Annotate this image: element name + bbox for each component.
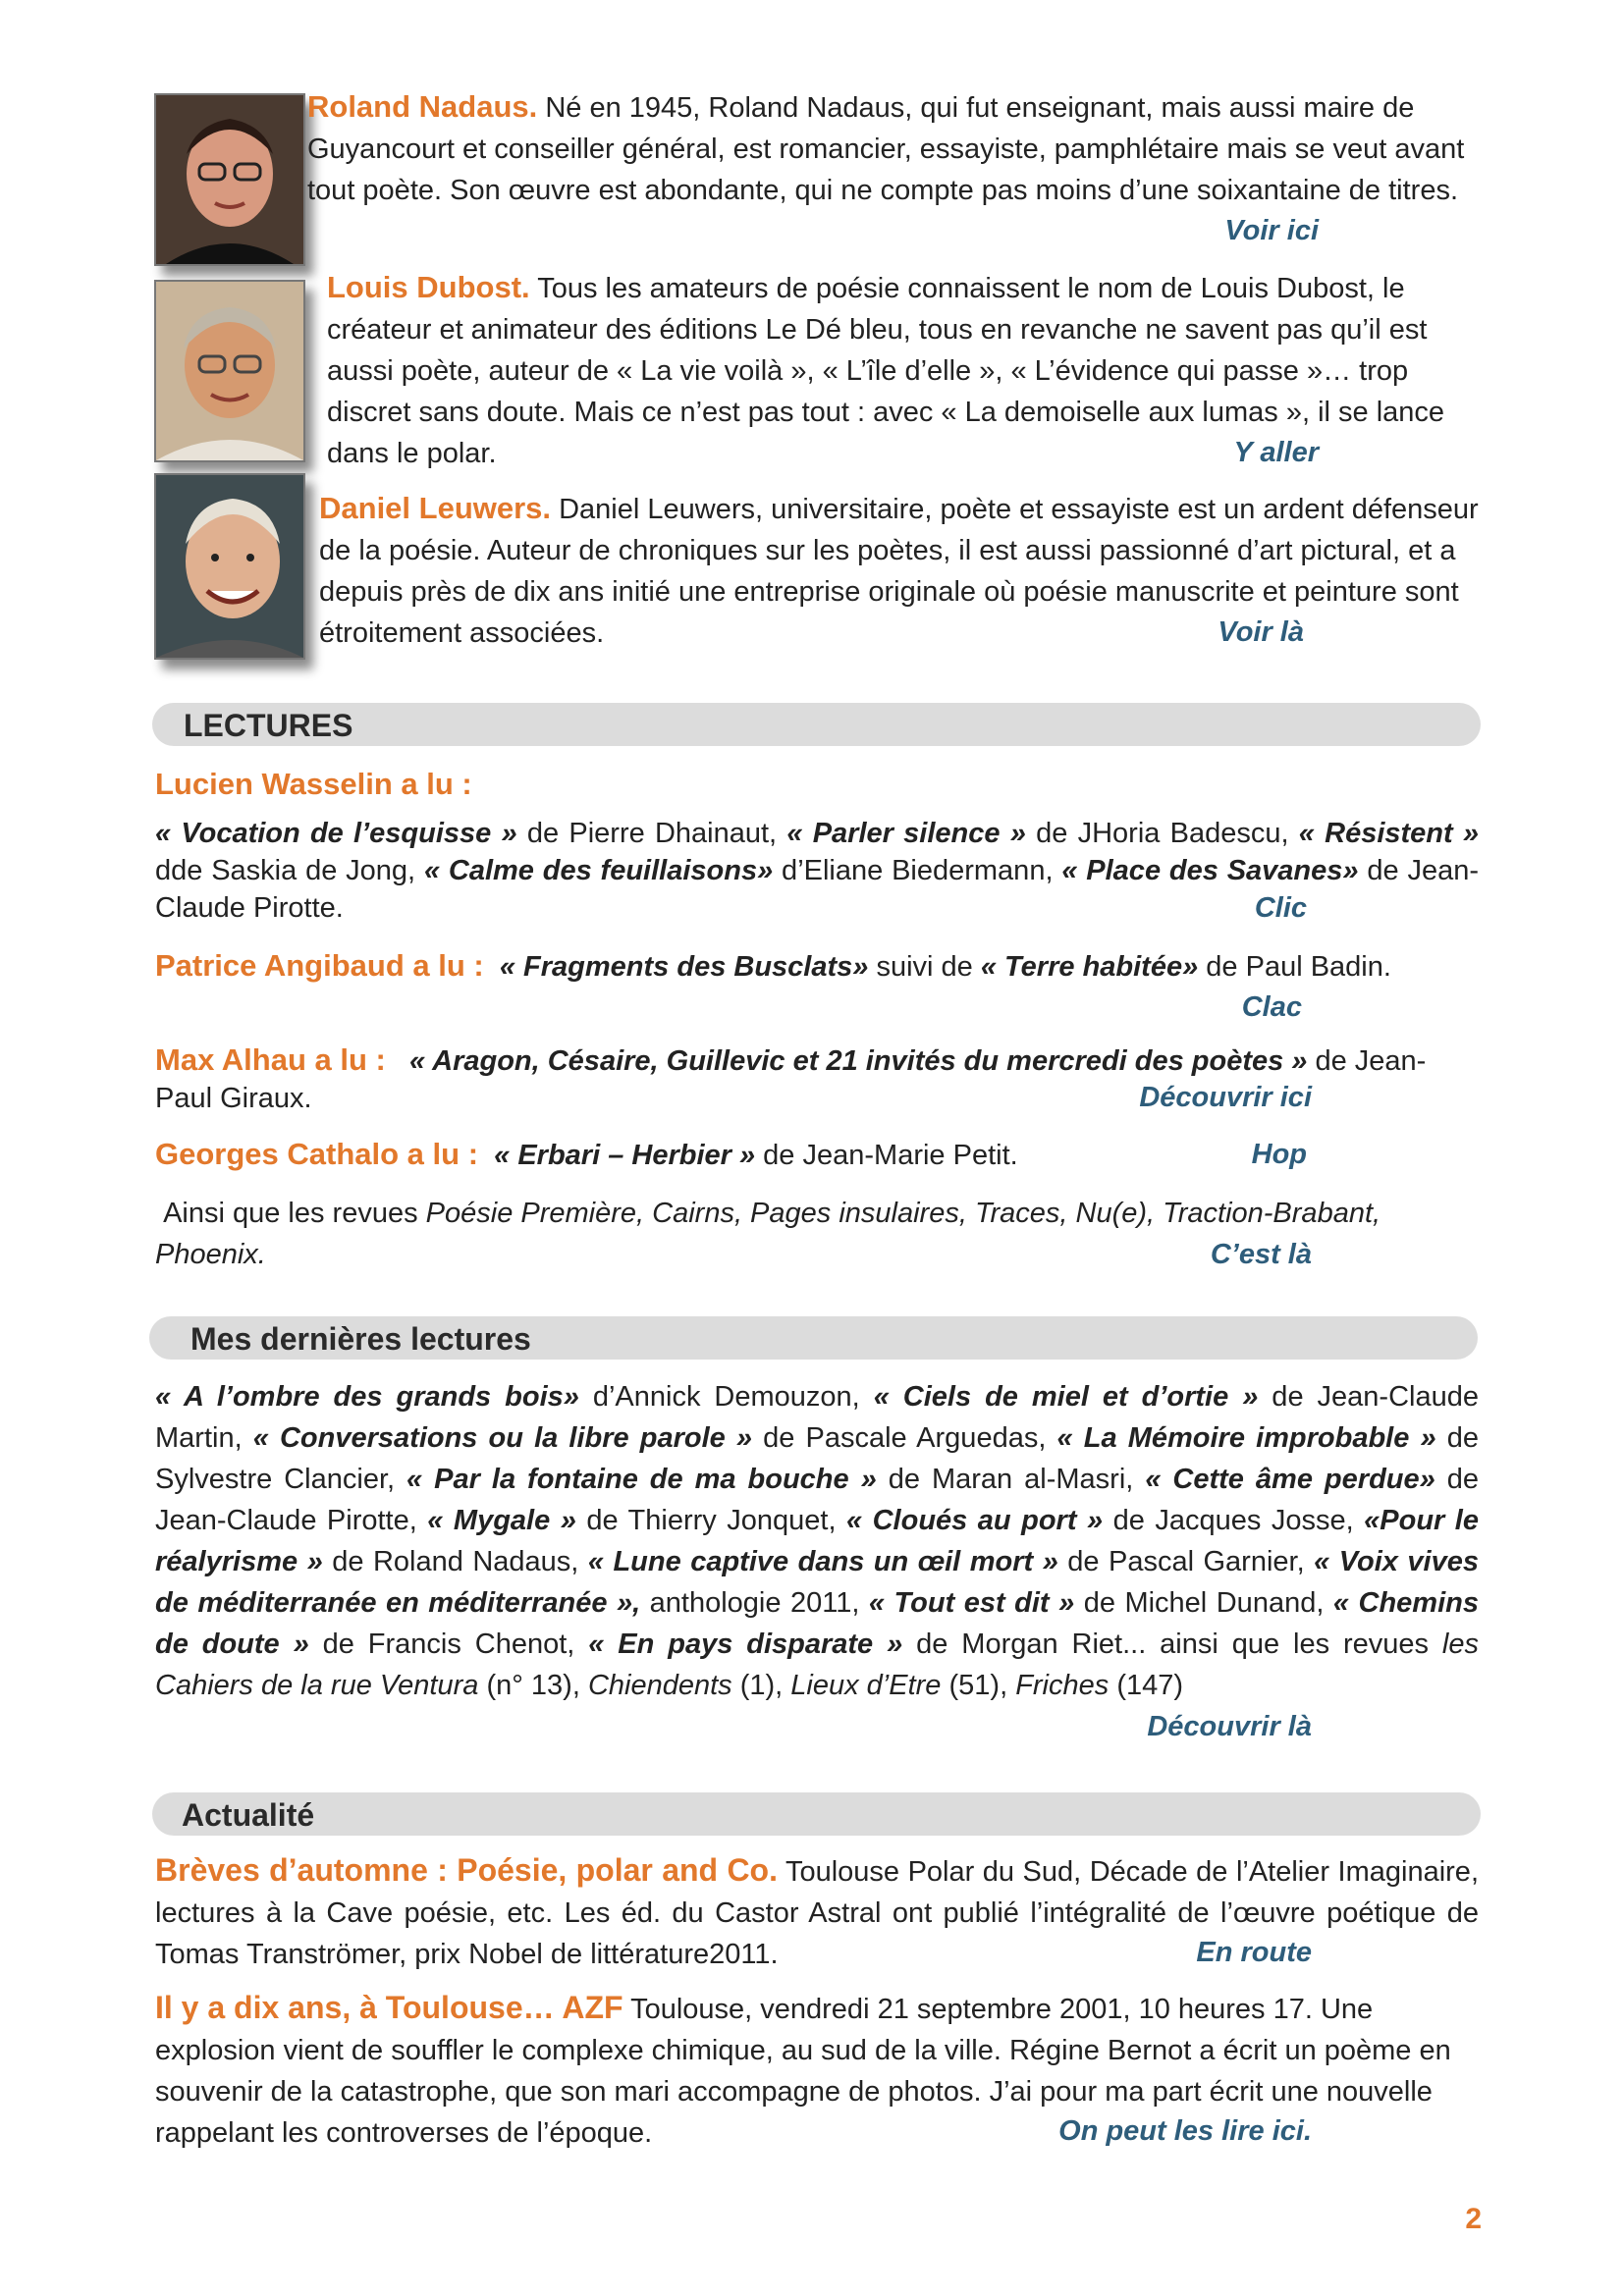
book-title: « A l’ombre des grands bois» xyxy=(155,1381,579,1413)
section-bar-dernieres-lectures xyxy=(149,1316,1478,1360)
news-text: Toulouse Polar du Sud, Décade de l’Atelier Imaginaire, lectures à la Cave poésie, etc. Les éd. du Castor Astral ont publié l’intégralité de l’œuvre poétique de Tomas Tranströmer, prix Nobel de littérature2011. xyxy=(155,1856,1479,1970)
text: de Michel Dunand, xyxy=(1074,1587,1333,1619)
section-title: LECTURES xyxy=(184,708,353,743)
section-title: Actualité xyxy=(182,1797,315,1833)
text: de Jacques Josse, xyxy=(1103,1505,1365,1536)
section-bar-actualite xyxy=(152,1792,1481,1836)
author-daniel-leuwers xyxy=(319,488,1486,654)
book-title: «Pour le réalyrisme » xyxy=(155,1505,1479,1577)
book-title: « Vocation de l’esquisse » xyxy=(155,818,517,849)
text: de Jean-Claude Martin, xyxy=(155,1381,1479,1454)
text: de Jean-Paul Giraux. xyxy=(155,1045,1427,1114)
link-decouvrir-ici[interactable]: Découvrir ici xyxy=(1139,1082,1312,1113)
news-heading: Il y a dix ans, à Toulouse… AZF xyxy=(155,1990,623,2025)
book-title: « Par la fontaine de ma bouche » xyxy=(406,1464,877,1495)
reader-name: Patrice Angibaud a lu : xyxy=(155,948,484,983)
book-title: « Cloués au port » xyxy=(846,1505,1104,1536)
heading-wasselin xyxy=(155,764,1479,806)
photo-roland-nadaus xyxy=(154,93,305,266)
book-title: « En pays disparate » xyxy=(588,1629,903,1660)
text: dde Saskia de Jong, xyxy=(155,855,424,886)
dernieres-text xyxy=(155,1376,1480,1742)
author-louis-dubost xyxy=(327,267,1486,474)
text: Ainsi que les revues xyxy=(163,1198,426,1229)
text: anthologie 2011, xyxy=(640,1587,869,1619)
news-text: Toulouse, vendredi 21 septembre 2001, 10 heures 17. Une explosion vient de souffler le complexe chimique, au sud de la ville. Régine Bernot a écrit un poème en souvenir de la catastrophe, que son mari accompagne de photos. J’ai pour ma part écrit une nouvelle rappelant les controverses de l’époque. xyxy=(155,1994,1451,2149)
author-text: Daniel Leuwers, universitaire, poète et essayiste est un ardent défenseur de la poésie. Auteur de chroniques sur les poètes, il est aussi passionné d’art pictural, et a depuis près de dix ans initié une entreprise originale où poésie manuscrite et peinture sont étroitement associées. xyxy=(319,494,1479,649)
book-title: « Aragon, Césaire, Guillevic et 21 invités du mercredi des poètes » xyxy=(409,1045,1308,1077)
book-title: « Erbari – Herbier » xyxy=(494,1140,756,1171)
revues-text xyxy=(155,1193,1479,1275)
text: de Pascal Garnier, xyxy=(1057,1546,1315,1577)
revues-list: Poésie Première, Cairns, Pages insulaires, Traces, Nu(e), Traction-Brabant, Phoenix. xyxy=(155,1198,1381,1270)
author-text: Né en 1945, Roland Nadaus, qui fut enseignant, mais aussi maire de Guyancourt et conseiller général, est romancier, essayiste, pamphlétaire mais se veut avant tout poète. Son œuvre est abondante, qui ne compte pas moins d’une soixantaine de titres. xyxy=(307,92,1465,206)
wasselin-text xyxy=(155,815,1479,927)
author-text: Tous les amateurs de poésie connaissent le nom de Louis Dubost, le créateur et animateur des éditions Le Dé bleu, tous en revanche ne savent pas qu’il est aussi poète, auteur de « La vie voilà », « L’île d’elle », « L’évidence qui passe »… trop discret sans doute. Mais ce n’est pas tout : avec « La demoiselle aux lumas », il se lance dans le polar. xyxy=(327,273,1445,469)
text: suivi de xyxy=(868,951,981,983)
reader-name: Max Alhau a lu : xyxy=(155,1042,386,1077)
link-on-peut-les-lire-ici[interactable]: On peut les lire ici. xyxy=(1058,2115,1312,2147)
reader-name: Lucien Wasselin a lu : xyxy=(155,767,472,801)
section-bar-lectures xyxy=(152,703,1481,746)
cathalo-text xyxy=(155,1134,1479,1176)
text: de JHoria Badescu, xyxy=(1025,818,1299,849)
dernieres-paragraph xyxy=(155,1376,1479,1706)
book-title: « Chemins de doute » xyxy=(155,1587,1479,1660)
book-title: « Résistent » xyxy=(1298,818,1480,849)
breves-text xyxy=(155,1849,1479,1975)
text: de Morgan Riet... ainsi que les revues xyxy=(902,1629,1442,1660)
link-clic[interactable]: Clic xyxy=(1254,892,1307,924)
text: de Paul Badin. xyxy=(1198,951,1391,983)
azf-text xyxy=(155,1987,1479,2154)
link-cest-la[interactable]: C’est là xyxy=(1210,1239,1312,1270)
revue-title: Friches xyxy=(1015,1670,1110,1701)
book-title: « Conversations ou la libre parole » xyxy=(252,1422,753,1454)
text: de Maran al-Masri, xyxy=(876,1464,1146,1495)
link-en-route[interactable]: En route xyxy=(1196,1937,1312,1968)
text: (147) xyxy=(1109,1670,1184,1701)
author-name: Roland Nadaus. xyxy=(307,89,538,124)
page-number: 2 xyxy=(1465,2203,1482,2235)
author-name: Louis Dubost. xyxy=(327,270,530,304)
book-title: « Lune captive dans un œil mort » xyxy=(587,1546,1058,1577)
section-title: Mes dernières lectures xyxy=(190,1321,531,1357)
book-title: « Voix vives de méditerranée en méditerranée », xyxy=(155,1546,1479,1619)
book-title: « Tout est dit » xyxy=(868,1587,1075,1619)
photo-daniel-leuwers xyxy=(154,473,305,660)
text: de Roland Nadaus, xyxy=(322,1546,588,1577)
text: (1), xyxy=(731,1670,791,1701)
link-clac[interactable]: Clac xyxy=(1241,991,1302,1023)
author-name: Daniel Leuwers. xyxy=(319,491,552,525)
revue-title: Lieux d’Etre xyxy=(790,1670,942,1701)
book-title: « Fragments des Busclats» xyxy=(499,951,869,983)
book-title: « Ciels de miel et d’ortie » xyxy=(873,1381,1259,1413)
text: d’Eliane Biedermann, xyxy=(773,855,1062,886)
portrait-man-glasses-icon xyxy=(156,282,303,460)
book-title: « Parler silence » xyxy=(786,818,1026,849)
text: de Pierre Dhainaut, xyxy=(516,818,787,849)
revue-title: Chiendents xyxy=(587,1670,732,1701)
book-title: « Terre habitée» xyxy=(980,951,1199,983)
photo-louis-dubost xyxy=(154,280,305,462)
link-decouvrir-la[interactable]: Découvrir là xyxy=(1147,1711,1312,1742)
link-hop[interactable]: Hop xyxy=(1251,1139,1307,1170)
alhau-text xyxy=(155,1041,1479,1117)
revue-title: les Cahiers de la rue Ventura xyxy=(155,1629,1479,1701)
text: de Jean-Claude Pirotte, xyxy=(155,1464,1480,1536)
link-voir-la[interactable]: Voir là xyxy=(1218,616,1304,648)
text: (n° 13), xyxy=(478,1670,588,1701)
author-roland-nadaus xyxy=(307,86,1486,246)
book-title: « Mygale » xyxy=(427,1505,576,1536)
text: de Jean-Marie Petit. xyxy=(755,1140,1018,1171)
angibaud-text xyxy=(155,945,1479,1023)
text: de Jean-Claude Pirotte. xyxy=(155,855,1479,924)
book-title: « La Mémoire improbable » xyxy=(1056,1422,1436,1454)
text: de Sylvestre Clancier, xyxy=(155,1422,1479,1495)
link-y-aller[interactable]: Y aller xyxy=(1233,437,1319,468)
portrait-man-glasses-icon xyxy=(156,95,303,264)
link-voir-ici[interactable]: Voir ici xyxy=(1224,215,1319,246)
text: de Thierry Jonquet, xyxy=(575,1505,846,1536)
text: (51), xyxy=(941,1670,1016,1701)
book-title: « Place des Savanes» xyxy=(1061,855,1359,886)
reader-name: Georges Cathalo a lu : xyxy=(155,1137,479,1171)
text: de Pascale Arguedas, xyxy=(752,1422,1057,1454)
news-heading: Brèves d’automne : Poésie, polar and Co. xyxy=(155,1852,778,1888)
book-title: « Calme des feuillaisons» xyxy=(423,855,774,886)
text: d’Annick Demouzon, xyxy=(578,1381,874,1413)
book-title: « Cette âme perdue» xyxy=(1145,1464,1435,1495)
portrait-man-smiling-icon xyxy=(156,475,303,658)
text: de Francis Chenot, xyxy=(308,1629,589,1660)
